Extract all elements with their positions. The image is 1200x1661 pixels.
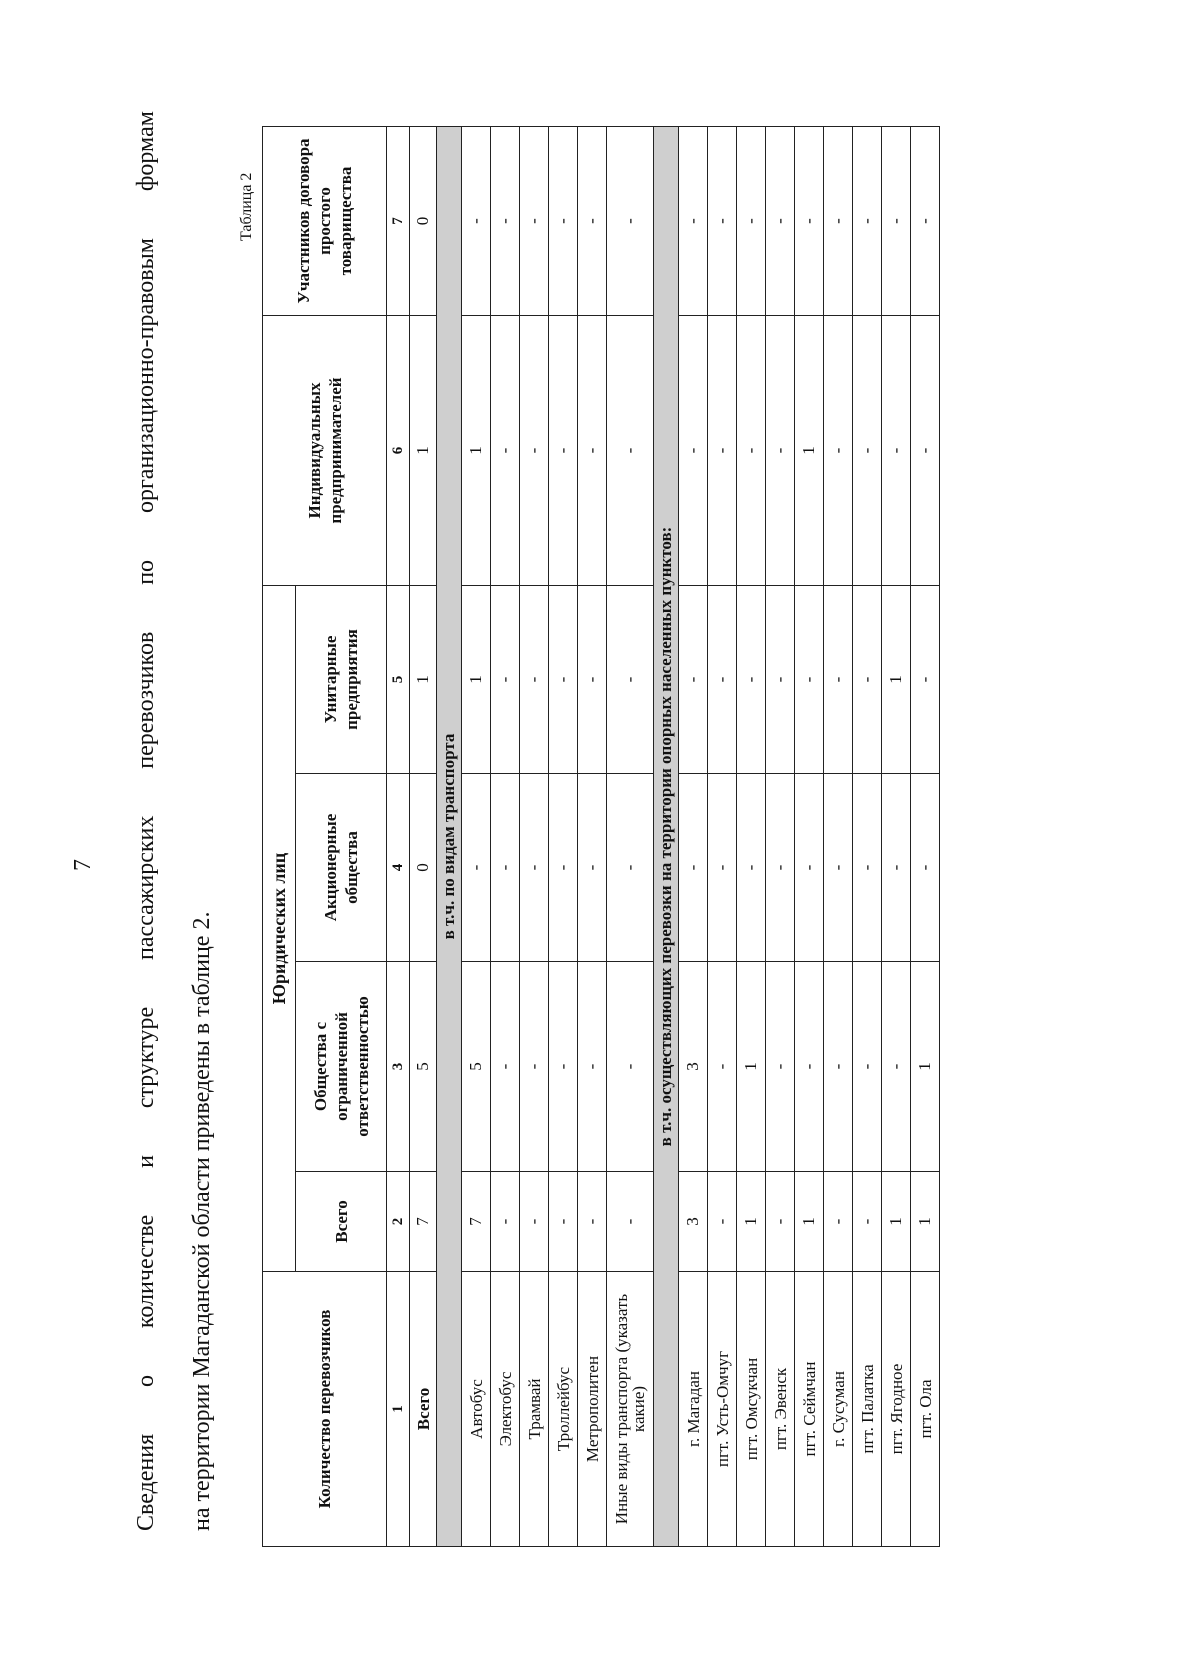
value-cell: -: [491, 962, 520, 1172]
value-cell: -: [578, 586, 607, 774]
intro-word: Сведения: [133, 1433, 159, 1531]
value-cell: -: [607, 962, 654, 1172]
value-cell: -: [578, 962, 607, 1172]
row-label-cell: пгт. Палатка: [853, 1272, 882, 1547]
header-jsc: Акционерные общества: [296, 774, 387, 962]
column-number-row: [387, 127, 410, 1547]
table-row: [607, 127, 654, 1547]
value-cell: -: [607, 1172, 654, 1272]
total-row: [410, 127, 437, 1547]
header-llc: Общества с ограниченной ответственностью: [296, 962, 387, 1172]
value-cell: -: [737, 774, 766, 962]
value-cell: -: [578, 774, 607, 962]
value-cell: 1: [911, 1172, 940, 1272]
table-row: [491, 127, 520, 1547]
header-individual-entrepreneurs: Индивидуальных предпринимателей: [263, 316, 387, 586]
value-cell: -: [520, 1172, 549, 1272]
value-cell: 1: [410, 316, 437, 586]
value-cell: 1: [737, 962, 766, 1172]
value-cell: -: [766, 962, 795, 1172]
value-cell: 0: [410, 774, 437, 962]
value-cell: 7: [462, 1172, 491, 1272]
value-cell: -: [549, 774, 578, 962]
row-label-cell: г. Магадан: [679, 1272, 708, 1547]
value-cell: -: [679, 316, 708, 586]
intro-paragraph: [118, 111, 230, 1531]
value-cell: 3: [679, 962, 708, 1172]
section-title: в т.ч. по видам транспорта: [437, 127, 462, 1547]
value-cell: -: [708, 127, 737, 316]
value-cell: -: [549, 316, 578, 586]
value-cell: -: [679, 127, 708, 316]
value-cell: -: [708, 316, 737, 586]
value-cell: 4: [387, 774, 410, 962]
intro-word: перевозчиков: [133, 631, 159, 769]
value-cell: -: [853, 774, 882, 962]
value-cell: -: [824, 1172, 853, 1272]
value-cell: 6: [387, 316, 410, 586]
value-cell: -: [882, 127, 911, 316]
value-cell: 5: [410, 962, 437, 1172]
table-body: [387, 127, 940, 1547]
row-label-cell: Автобус: [462, 1272, 491, 1547]
value-cell: 5: [387, 586, 410, 774]
header-unitary: Унитарные предприятия: [296, 586, 387, 774]
intro-word: и: [133, 1155, 159, 1168]
value-cell: -: [549, 962, 578, 1172]
value-cell: -: [607, 127, 654, 316]
value-cell: -: [708, 586, 737, 774]
value-cell: -: [708, 1172, 737, 1272]
table-row: [824, 127, 853, 1547]
value-cell: -: [737, 586, 766, 774]
value-cell: -: [882, 316, 911, 586]
section-title: в т.ч. осуществляющих перевозки на территории опорных населенных пунктов:: [654, 127, 679, 1547]
value-cell: -: [578, 316, 607, 586]
value-cell: -: [795, 962, 824, 1172]
value-cell: -: [607, 586, 654, 774]
value-cell: -: [462, 774, 491, 962]
table-row: [795, 127, 824, 1547]
value-cell: -: [520, 962, 549, 1172]
value-cell: -: [766, 586, 795, 774]
value-cell: -: [824, 316, 853, 586]
value-cell: -: [853, 1172, 882, 1272]
table-row: [578, 127, 607, 1547]
row-label-cell: пгт. Омсукчан: [737, 1272, 766, 1547]
table-row: [882, 127, 911, 1547]
value-cell: 1: [882, 1172, 911, 1272]
value-cell: -: [853, 316, 882, 586]
value-cell: -: [737, 127, 766, 316]
table-row: [549, 127, 578, 1547]
row-label-cell: 1: [387, 1272, 410, 1547]
page-number: 7: [70, 859, 96, 871]
value-cell: -: [708, 962, 737, 1172]
row-label-cell: Электобус: [491, 1272, 520, 1547]
intro-word: формам: [133, 111, 159, 192]
table-row: [766, 127, 795, 1547]
value-cell: -: [853, 127, 882, 316]
value-cell: -: [549, 1172, 578, 1272]
value-cell: -: [882, 962, 911, 1172]
value-cell: -: [766, 127, 795, 316]
table-row: [679, 127, 708, 1547]
value-cell: 1: [462, 586, 491, 774]
value-cell: -: [853, 586, 882, 774]
row-label-cell: Всего: [410, 1272, 437, 1547]
value-cell: -: [549, 586, 578, 774]
value-cell: -: [679, 774, 708, 962]
value-cell: -: [882, 774, 911, 962]
intro-word: количестве: [133, 1214, 159, 1329]
value-cell: -: [737, 316, 766, 586]
value-cell: 1: [795, 1172, 824, 1272]
row-label-cell: Иные виды транспорта (указать какие): [607, 1272, 654, 1547]
value-cell: -: [824, 962, 853, 1172]
value-cell: -: [491, 127, 520, 316]
value-cell: -: [607, 774, 654, 962]
value-cell: 7: [410, 1172, 437, 1272]
intro-word: по: [133, 559, 159, 585]
value-cell: -: [679, 586, 708, 774]
row-label-cell: пгт. Ола: [911, 1272, 940, 1547]
intro-word: пассажирских: [133, 815, 159, 960]
value-cell: 3: [387, 962, 410, 1172]
intro-line-1: [118, 111, 174, 1531]
table-row: [737, 127, 766, 1547]
row-label-cell: пгт. Сеймчан: [795, 1272, 824, 1547]
value-cell: -: [491, 316, 520, 586]
table-row: [853, 127, 882, 1547]
table-caption: Таблица 2: [238, 172, 255, 241]
value-cell: -: [520, 127, 549, 316]
value-cell: -: [911, 586, 940, 774]
value-cell: 1: [737, 1172, 766, 1272]
value-cell: -: [491, 1172, 520, 1272]
row-label-cell: Троллейбус: [549, 1272, 578, 1547]
value-cell: 0: [410, 127, 437, 316]
value-cell: 1: [410, 586, 437, 774]
value-cell: -: [607, 316, 654, 586]
value-cell: -: [911, 774, 940, 962]
value-cell: -: [911, 127, 940, 316]
value-cell: -: [578, 1172, 607, 1272]
value-cell: -: [766, 1172, 795, 1272]
value-cell: 3: [679, 1172, 708, 1272]
table-row: [708, 127, 737, 1547]
row-label-cell: г. Сусуман: [824, 1272, 853, 1547]
value-cell: -: [824, 774, 853, 962]
intro-word: структуре: [133, 1006, 159, 1109]
intro-word: о: [133, 1374, 159, 1387]
value-cell: 1: [462, 316, 491, 586]
header-carriers-count: Количество перевозчиков: [263, 1272, 387, 1547]
value-cell: -: [911, 316, 940, 586]
value-cell: 1: [795, 316, 824, 586]
value-cell: -: [520, 774, 549, 962]
value-cell: -: [766, 316, 795, 586]
value-cell: -: [824, 586, 853, 774]
row-label-cell: Трамвай: [520, 1272, 549, 1547]
value-cell: -: [795, 586, 824, 774]
value-cell: 7: [387, 127, 410, 316]
carriers-table: [262, 126, 940, 1547]
table-row: [520, 127, 549, 1547]
value-cell: -: [520, 586, 549, 774]
value-cell: -: [824, 127, 853, 316]
value-cell: -: [462, 127, 491, 316]
header-partnership-participants: Участников договора простого товарищества: [263, 127, 387, 316]
value-cell: -: [491, 774, 520, 962]
value-cell: -: [795, 774, 824, 962]
value-cell: -: [520, 316, 549, 586]
value-cell: 1: [882, 586, 911, 774]
header-legal-entities: Юридических лиц: [263, 586, 296, 1272]
value-cell: 2: [387, 1172, 410, 1272]
header-legal-total: Всего: [296, 1172, 387, 1272]
value-cell: -: [491, 586, 520, 774]
value-cell: -: [708, 774, 737, 962]
table-row: [911, 127, 940, 1547]
row-label-cell: пгт. Эвенск: [766, 1272, 795, 1547]
value-cell: -: [766, 774, 795, 962]
section-row-transport: [437, 127, 462, 1547]
value-cell: 5: [462, 962, 491, 1172]
intro-word: организационно-правовым: [133, 238, 159, 514]
value-cell: -: [578, 127, 607, 316]
row-label-cell: пгт. Усть-Омчуг: [708, 1272, 737, 1547]
row-label-cell: пгт. Ягодное: [882, 1272, 911, 1547]
value-cell: -: [795, 127, 824, 316]
table-row: [462, 127, 491, 1547]
intro-line-2: на территории Магаданской области приведены в таблице 2.: [189, 911, 215, 1531]
section-row-settlements: [654, 127, 679, 1547]
row-label-cell: Метрополитен: [578, 1272, 607, 1547]
value-cell: 1: [911, 962, 940, 1172]
value-cell: -: [549, 127, 578, 316]
value-cell: -: [853, 962, 882, 1172]
